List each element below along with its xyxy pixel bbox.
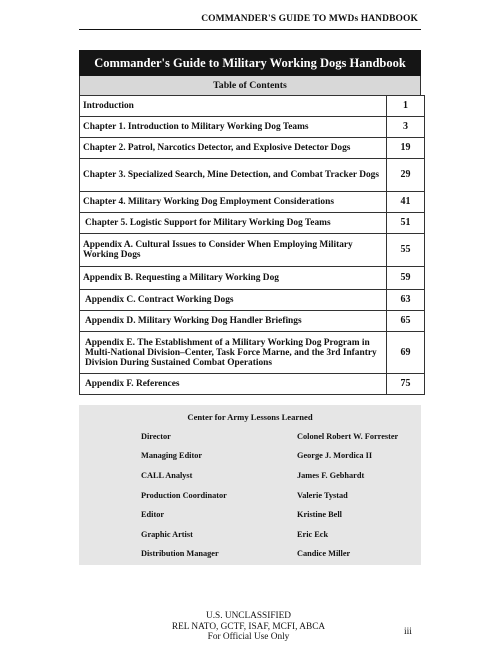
staff-box bbox=[79, 405, 421, 565]
toc-row bbox=[80, 290, 425, 311]
toc-entry-title: Chapter 2. Patrol, Narcotics Detector, and Explosive Detector Dogs bbox=[80, 138, 387, 159]
staff-role: Managing Editor bbox=[141, 451, 203, 460]
toc-row bbox=[80, 311, 425, 332]
toc-title: Commander's Guide to Military Working Dogs Handbook bbox=[79, 50, 421, 76]
classification-line: U.S. UNCLASSIFIED bbox=[206, 611, 291, 621]
handling-line: For Official Use Only bbox=[207, 632, 290, 642]
staff-role: Director bbox=[141, 432, 171, 441]
toc-row bbox=[80, 374, 425, 395]
toc-entry-page: 55 bbox=[387, 234, 425, 267]
classification-footer bbox=[0, 611, 497, 643]
staff-name: Valerie Tystad bbox=[297, 491, 348, 500]
toc-entry-title: Appendix C. Contract Working Dogs bbox=[80, 290, 387, 311]
toc-entry-title: Appendix F. References bbox=[80, 374, 387, 395]
toc-entry-page: 41 bbox=[387, 192, 425, 213]
toc-entry-page: 1 bbox=[387, 96, 425, 117]
header-rule bbox=[79, 29, 421, 30]
toc-entry-page: 63 bbox=[387, 290, 425, 311]
staff-name: Kristine Bell bbox=[297, 510, 342, 519]
table-of-contents bbox=[79, 50, 421, 395]
toc-entry-title: Chapter 5. Logistic Support for Military Working Dog Teams bbox=[80, 213, 387, 234]
toc-row bbox=[80, 267, 425, 290]
release-line: REL NATO, GCTF, ISAF, MCFI, ABCA bbox=[171, 621, 326, 632]
toc-entry-title: Appendix B. Requesting a Military Working Dog bbox=[80, 267, 387, 290]
toc-row bbox=[80, 138, 425, 159]
toc-entry-title: Chapter 1. Introduction to Military Working Dog Teams bbox=[80, 117, 387, 138]
toc-entry-page: 59 bbox=[387, 267, 425, 290]
staff-name: James F. Gebhardt bbox=[297, 471, 365, 480]
staff-role: Distribution Manager bbox=[141, 549, 219, 558]
toc-table bbox=[79, 95, 425, 395]
toc-entry-page: 69 bbox=[387, 332, 425, 374]
staff-role: Editor bbox=[141, 510, 165, 519]
staff-role: Production Coordinator bbox=[141, 491, 227, 500]
toc-row bbox=[80, 332, 425, 374]
toc-subtitle: Table of Contents bbox=[79, 76, 421, 95]
staff-box-title: Center for Army Lessons Learned bbox=[187, 412, 313, 422]
page-number: iii bbox=[404, 627, 412, 637]
toc-entry-page: 29 bbox=[387, 159, 425, 192]
toc-row bbox=[80, 96, 425, 117]
toc-entry-page: 75 bbox=[387, 374, 425, 395]
staff-name: Colonel Robert W. Forrester bbox=[297, 432, 399, 441]
running-header: COMMANDER'S GUIDE TO MWDs HANDBOOK bbox=[201, 14, 418, 24]
toc-entry-page: 65 bbox=[387, 311, 425, 332]
toc-entry-title: Appendix E. The Establishment of a Military Working Dog Program in Multi-National Division–Center, Task Force Marne, and the 3rd Infantry Division During Sustained Combat Operations bbox=[80, 332, 387, 374]
toc-entry-title: Chapter 3. Specialized Search, Mine Detection, and Combat Tracker Dogs bbox=[80, 159, 387, 192]
toc-row bbox=[80, 117, 425, 138]
toc-entry-page: 3 bbox=[387, 117, 425, 138]
toc-entry-page: 51 bbox=[387, 213, 425, 234]
staff-name: Candice Miller bbox=[297, 549, 351, 558]
toc-row bbox=[80, 234, 425, 267]
toc-entry-title: Chapter 4. Military Working Dog Employment Considerations bbox=[80, 192, 387, 213]
toc-entry-page: 19 bbox=[387, 138, 425, 159]
toc-entry-title: Introduction bbox=[80, 96, 387, 117]
staff-role: CALL Analyst bbox=[141, 471, 193, 480]
staff-role: Graphic Artist bbox=[141, 530, 193, 539]
toc-row bbox=[80, 192, 425, 213]
staff-name: Eric Eck bbox=[297, 530, 329, 539]
toc-row bbox=[80, 213, 425, 234]
toc-entry-title: Appendix A. Cultural Issues to Consider When Employing Military Working Dogs bbox=[80, 234, 387, 267]
toc-row bbox=[80, 159, 425, 192]
toc-entry-title: Appendix D. Military Working Dog Handler Briefings bbox=[80, 311, 387, 332]
staff-name: George J. Mordica II bbox=[297, 451, 373, 460]
